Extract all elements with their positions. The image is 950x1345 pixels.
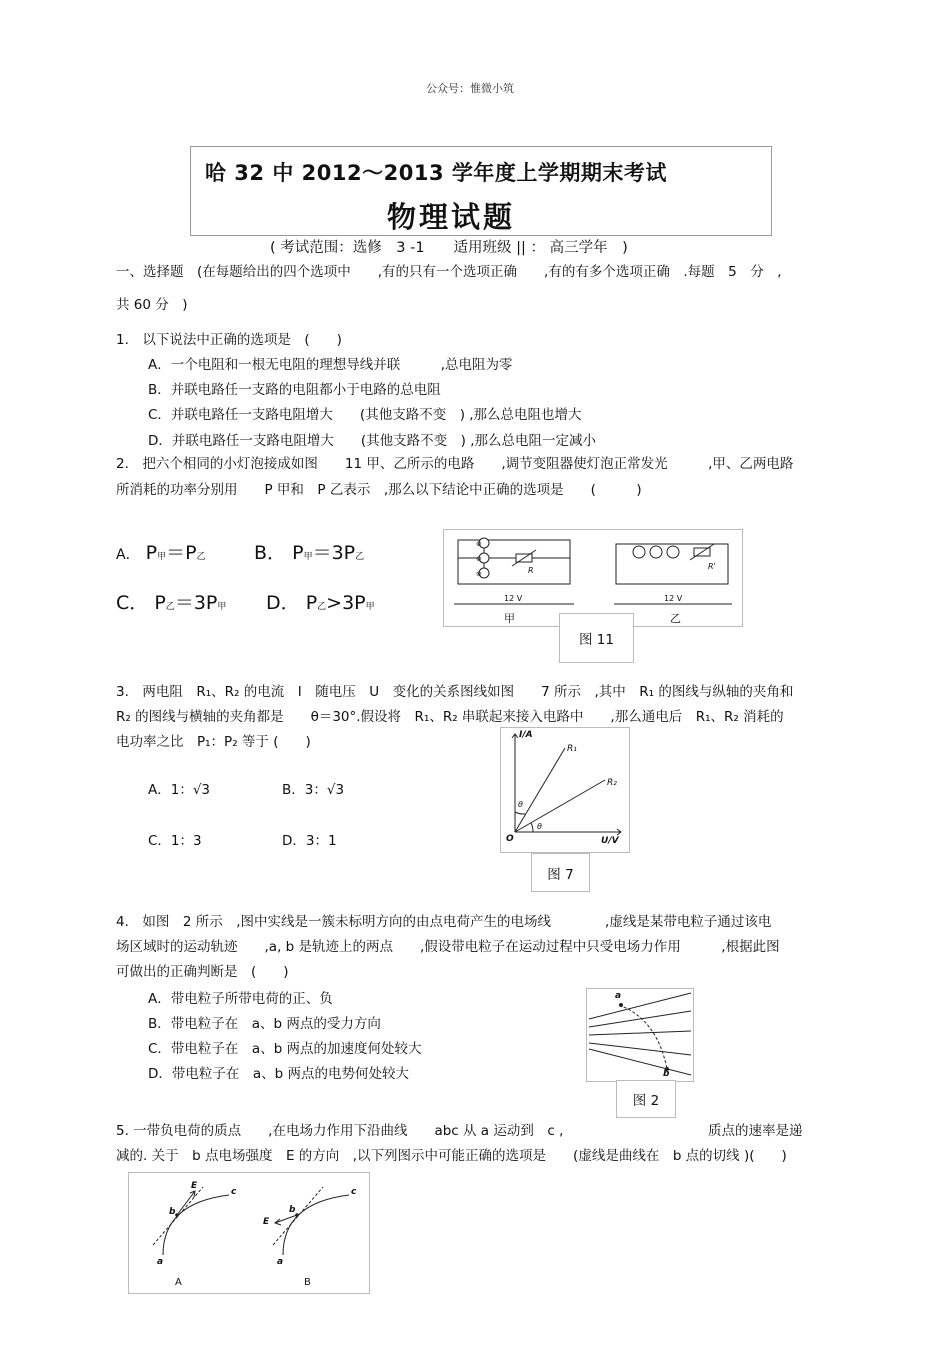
panel-a-c-label: c <box>231 1187 237 1197</box>
q2-option-c: C． P乙＝3P甲 <box>116 592 227 614</box>
section-heading: 一、选择题 (在每题给出的四个选项中 ,有的只有一个选项正确 ,有的有多个选项正确 .每题 5 分 , <box>116 264 782 280</box>
q4-option-d: D．带电粒子在 a、b 两点的电势何处较大 <box>148 1066 410 1082</box>
curve-a <box>163 1195 229 1255</box>
q3-option-b: B．3：√3 <box>282 782 345 798</box>
wechat-header: 公众号：惟微小筑 <box>426 82 514 95</box>
r1-line <box>515 748 565 832</box>
q3-line2: R₂ 的图线与横轴的夹角都是 θ＝30°.假设将 R₁、R₂ 串联起来接入电路中 ,那么通电后 R₁、R₂ 消耗的 <box>116 709 784 725</box>
lamp-mark: ⊗ <box>476 540 482 548</box>
right-voltage-label: 12 V <box>664 594 683 603</box>
panel-b-e-label: E <box>263 1217 270 1227</box>
q1-option-a: A．一个电阻和一根无电阻的理想导线并联 ,总电阻为零 <box>148 357 513 373</box>
figure-7-caption: 图 7 <box>531 853 590 892</box>
left-voltage-label: 12 V <box>504 594 523 603</box>
title-banner <box>190 146 772 236</box>
r2-label: R₂ <box>607 778 617 788</box>
q4-line3: 可做出的正确判断是 ( ) <box>116 964 289 980</box>
q1-option-b: B．并联电路任一支路的电阻都小于电路的总电阻 <box>148 382 441 398</box>
panel-a-e-label: E <box>191 1181 198 1191</box>
y-axis-label: I/A <box>519 730 533 740</box>
left-resistor-label: R <box>528 566 534 575</box>
q2-option-b: B． P甲＝3P乙 <box>254 542 365 564</box>
q2-option-d: D． P乙>3P甲 <box>266 592 375 614</box>
q3-option-c: C．1：3 <box>148 833 202 849</box>
q3-option-a: A．1：√3 <box>148 782 211 798</box>
q2-option-a: A． P甲＝P乙 <box>116 542 206 564</box>
field-lines-diagram <box>587 989 693 1081</box>
right-resistor-label: R' <box>708 562 716 571</box>
figure-2-caption: 图 2 <box>616 1080 676 1118</box>
point-a-dot <box>619 1003 623 1007</box>
figure-11-caption: 图 11 <box>559 613 634 663</box>
panel-a-a-label: a <box>157 1257 164 1267</box>
q5-figure <box>128 1172 370 1294</box>
panel-b-a-label: a <box>277 1257 284 1267</box>
q3-line1: 3. 两电阻 R₁、R₂ 的电流 I 随电压 U 变化的关系图线如图 7 所示 ,其中 R₁ 的图线与纵轴的夹角和 <box>116 684 794 700</box>
lamp-mark: ⊗ <box>476 555 482 563</box>
curve-b <box>283 1195 349 1255</box>
panel-a-caption: A <box>175 1277 182 1288</box>
left-circuit-label: 甲 <box>504 612 515 625</box>
point-a-label: a <box>615 991 622 1001</box>
iu-graph <box>501 728 629 852</box>
figure-7-graph <box>500 727 630 853</box>
q1-stem: 1. 以下说法中正确的选项是 ( ) <box>116 332 342 348</box>
angle-arc-2 <box>531 823 533 832</box>
r1-label: R₁ <box>567 744 577 754</box>
q2-stem-line2: 所消耗的功率分别用 P 甲和 P 乙表示 ,那么以下结论中正确的选项是 ( ) <box>116 482 642 498</box>
q4-option-c: C．带电粒子在 a、b 两点的加速度何处较大 <box>148 1041 422 1057</box>
r2-line <box>515 780 605 832</box>
panel-b-c-label: c <box>351 1187 357 1197</box>
q4-line2: 场区域时的运动轨迹 ,a, b 是轨迹上的两点 ,假设带电粒子在运动过程中只受电场力作用 ,根据此图 <box>116 939 780 955</box>
exam-title: 哈 32 中 2012～2013 学年度上学期期末考试 <box>205 161 667 185</box>
x-axis-label: U/V <box>601 836 619 846</box>
circuit-diagram <box>444 530 742 626</box>
right-circuit-label: 乙 <box>670 612 681 625</box>
section-heading-cont: 共 60 分 ) <box>116 297 188 313</box>
q4-option-a: A．带电粒子所带电荷的正、负 <box>148 991 333 1007</box>
q5-line1b: 质点的速率是递 <box>708 1123 803 1139</box>
panel-b-b-label: b <box>289 1205 296 1215</box>
theta-label-1: θ <box>518 800 523 809</box>
field-vector-b <box>275 1215 297 1223</box>
subject-title: 物理试题 <box>387 200 516 234</box>
figure-2-field <box>586 988 694 1082</box>
panel-b-caption: B <box>304 1277 311 1288</box>
theta-label-2: θ <box>537 822 542 831</box>
q1-option-c: C．并联电路任一支路电阻增大 (其他支路不变 ) ,那么总电阻也增大 <box>148 407 582 423</box>
trajectory <box>619 1005 667 1069</box>
origin-label: O <box>506 834 514 844</box>
q3-line3: 电功率之比 P₁：P₂ 等于 ( ) <box>116 734 311 750</box>
panel-a-b-label: b <box>169 1207 176 1217</box>
q5-line1a: 5. 一带负电荷的质点 ,在电场力作用下沿曲线 abc 从 a 运动到 c , <box>116 1123 564 1139</box>
point-b-label: b <box>663 1069 670 1079</box>
q1-option-d: D．并联电路任一支路电阻增大 (其他支路不变 ) ,那么总电阻一定减小 <box>148 433 597 449</box>
q4-option-b: B．带电粒子在 a、b 两点的受力方向 <box>148 1016 381 1032</box>
angle-arc-1 <box>515 812 525 814</box>
q3-option-d: D．3：1 <box>282 833 337 849</box>
exam-info: ( 考试范围：选修 3 -1 适用班级 || ： 高三学年 ) <box>270 240 628 256</box>
field-vector-a <box>177 1191 195 1215</box>
q5-curves <box>129 1173 369 1293</box>
q2-stem-line1: 2. 把六个相同的小灯泡接成如图 11 甲、乙所示的电路 ,调节变阻器使灯泡正常发光 ,甲、乙两电路 <box>116 456 794 472</box>
lamp-mark: ⊗ <box>476 570 482 578</box>
q4-line1: 4. 如图 2 所示 ,图中实线是一簇未标明方向的由点电荷产生的电场线 ,虚线是某带电粒子通过该电 <box>116 914 772 930</box>
q5-line2: 减的. 关于 b 点电场强度 E 的方向 ,以下列图示中可能正确的选项是 (虚线是曲线在 b 点的切线 )( ) <box>116 1148 787 1164</box>
